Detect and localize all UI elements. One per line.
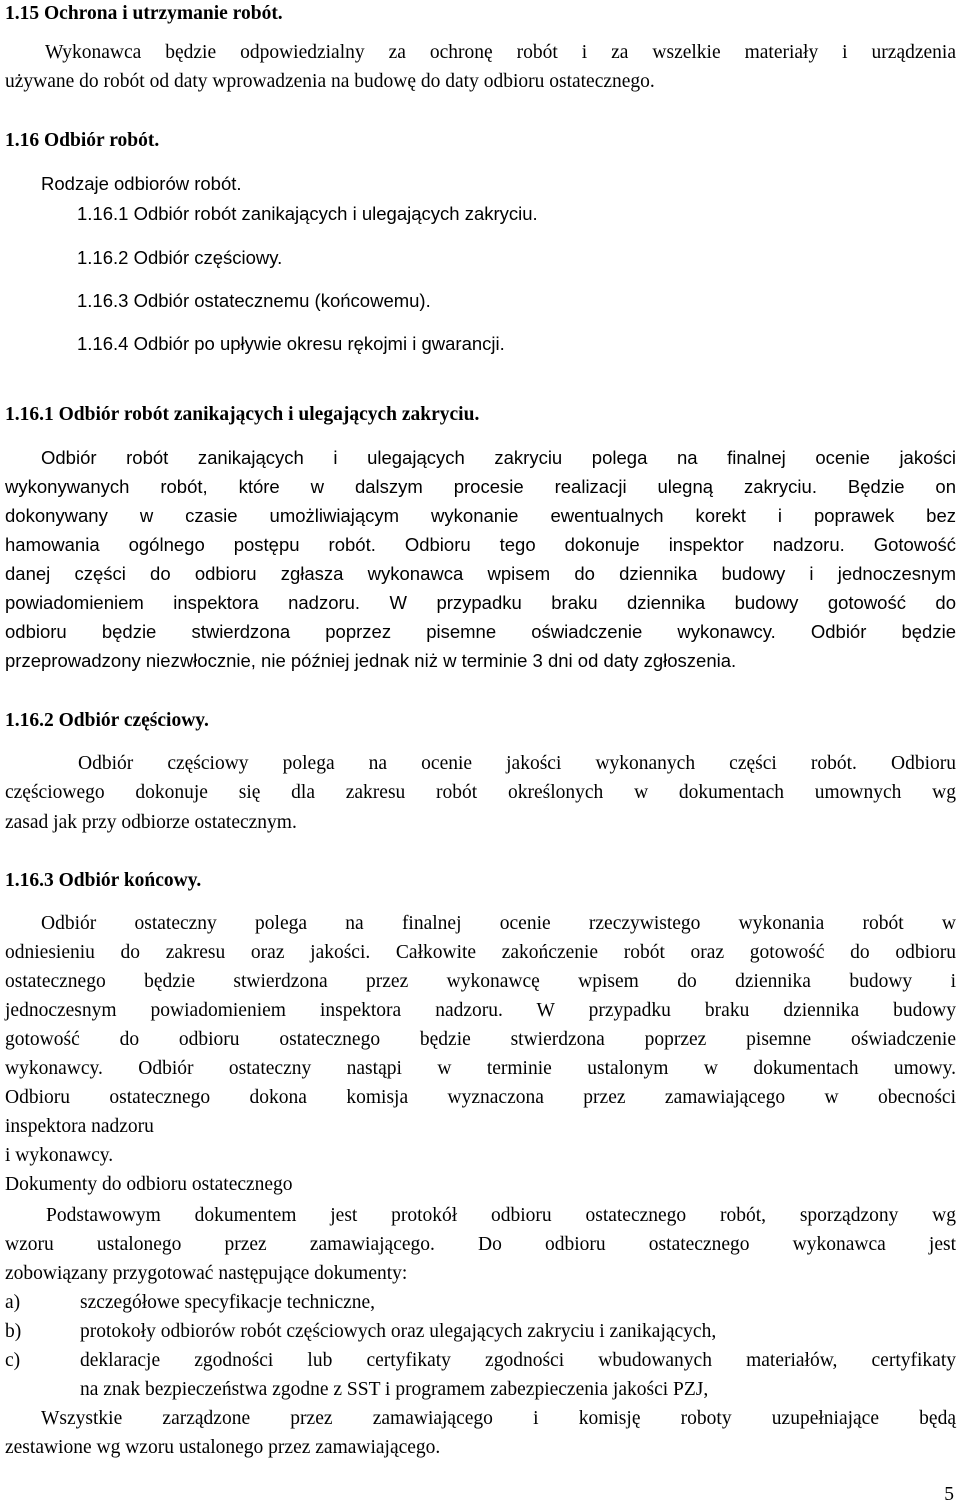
paragraph-1-16-3-line: Odbioru ostatecznego dokona komisja wyznaczona przez zamawiającego w obecności (5, 1087, 956, 1108)
section-heading-1-16-2: 1.16.2 Odbiór częściowy. (5, 710, 209, 731)
paragraph-1-16-3-line: wykonawcy. Odbiór ostateczny nastąpi w terminie ustalonym w dokumentach umowy. (5, 1058, 956, 1079)
paragraph-1-16-2-line: częściowego dokonuje się dla zakresu robót określonych w dokumentach umownych wg (5, 782, 956, 803)
paragraph-1-16-2-line: Odbiór częściowy polega na ocenie jakości wykonanych części robót. Odbioru (78, 753, 956, 774)
text-line: danej części do odbioru zgłasza wykonawca wpisem do dziennika budowy i jednoczesnym (5, 563, 956, 584)
text-line: Odbiór robót zanikających i ulegających zakryciu polega na finalnej ocenie jakości (41, 447, 956, 468)
receipt-types-title: Rodzaje odbiorów robót. (41, 173, 242, 194)
documents-line: wzoru ustalonego przez zamawiającego. Do odbioru ostatecznego wykonawca jest (5, 1234, 956, 1255)
list-item-continuation: na znak bezpieczeństwa zgodne z SST i programem zabezpieczenia jakości PZJ, (80, 1379, 709, 1400)
list-item: protokoły odbiorów robót częściowych oraz ulegających zakryciu i zanikających, (80, 1321, 717, 1342)
paragraph-1-16-3-line: ostatecznego będzie stwierdzona przez wykonawcę wpisem do dziennika budowy i (5, 971, 956, 992)
text-line: przeprowadzony niezwłocznie, nie później jednak niż w terminie 3 dni od daty zgłoszenia. (5, 650, 737, 671)
documents-line: zobowiązany przygotować następujące dokumenty: (5, 1263, 408, 1284)
paragraph-1-16-3-line: gotowość do odbioru ostatecznego będzie stwierdzona poprzez pisemne oświadczenie (5, 1029, 956, 1050)
section-heading-1-15: 1.15 Ochrona i utrzymanie robót. (5, 3, 283, 24)
final-paragraph-line: zestawione wg wzoru ustalonego przez zamawiającego. (5, 1437, 441, 1458)
text-line: odbioru będzie stwierdzona poprzez pisemne oświadczenie wykonawcy. Odbiór będzie (5, 621, 956, 642)
paragraph-1-16-3-line: Odbiór ostateczny polega na finalnej ocenie rzeczywistego wykonania robót w (41, 913, 956, 934)
list-item-marker: c) (5, 1350, 21, 1371)
documents-line: Podstawowym dokumentem jest protokół odbioru ostatecznego robót, sporządzony wg (46, 1205, 956, 1226)
section-heading-1-16: 1.16 Odbiór robót. (5, 130, 160, 151)
receipt-type-item: 1.16.2 Odbiór częściowy. (77, 247, 283, 268)
section-heading-1-16-1: 1.16.1 Odbiór robót zanikających i ulegających zakryciu. (5, 404, 480, 425)
final-paragraph-line: Wszystkie zarządzone przez zamawiającego i komisję roboty uzupełniające będą (41, 1408, 956, 1429)
text-line: powiadomieniem inspektora nadzoru. W przypadku braku dziennika budowy gotowość do (5, 592, 956, 613)
receipt-type-item: 1.16.3 Odbiór ostatecznemu (końcowemu). (77, 290, 431, 311)
list-item: szczegółowe specyfikacje techniczne, (80, 1292, 376, 1313)
paragraph-1-16-3-line: inspektora nadzoru (5, 1116, 154, 1137)
paragraph-1-16-2-line: zasad jak przy odbiorze ostatecznym. (5, 812, 297, 833)
paragraph-1-16-3-line: i wykonawcy. (5, 1145, 114, 1166)
section-heading-1-16-3: 1.16.3 Odbiór końcowy. (5, 870, 202, 891)
documents-title: Dokumenty do odbioru ostatecznego (5, 1174, 293, 1195)
paragraph-1-15-line-2: używane do robót od daty wprowadzenia na budowę do daty odbioru ostatecznego. (5, 71, 655, 92)
text-line: wykonywanych robót, które w dalszym procesie realizacji ulegną zakryciu. Będzie on (5, 476, 956, 497)
list-item-marker: a) (5, 1292, 21, 1313)
page-number: 5 (944, 1484, 954, 1505)
text-line: hamowania ogólnego postępu robót. Odbioru tego dokonuje inspektor nadzoru. Gotowość (5, 534, 956, 555)
text-line: dokonywany w czasie umożliwiającym wykonanie ewentualnych korekt i poprawek bez (5, 505, 956, 526)
paragraph-1-16-3-line: jednoczesnym powiadomieniem inspektora nadzoru. W przypadku braku dziennika budowy (5, 1000, 956, 1021)
paragraph-1-15-line-1: Wykonawca będzie odpowiedzialny za ochronę robót i za wszelkie materiały i urządzenia (45, 42, 956, 63)
receipt-type-item: 1.16.1 Odbiór robót zanikających i ulegających zakryciu. (77, 203, 538, 224)
receipt-type-item: 1.16.4 Odbiór po upływie okresu rękojmi i gwarancji. (77, 333, 505, 354)
list-item-marker: b) (5, 1321, 22, 1342)
list-item: deklaracje zgodności lub certyfikaty zgodności wbudowanych materiałów, certyfikaty (80, 1350, 956, 1371)
paragraph-1-16-3-line: odniesieniu do zakresu oraz jakości. Całkowite zakończenie robót oraz gotowość do odbioru (5, 942, 956, 963)
